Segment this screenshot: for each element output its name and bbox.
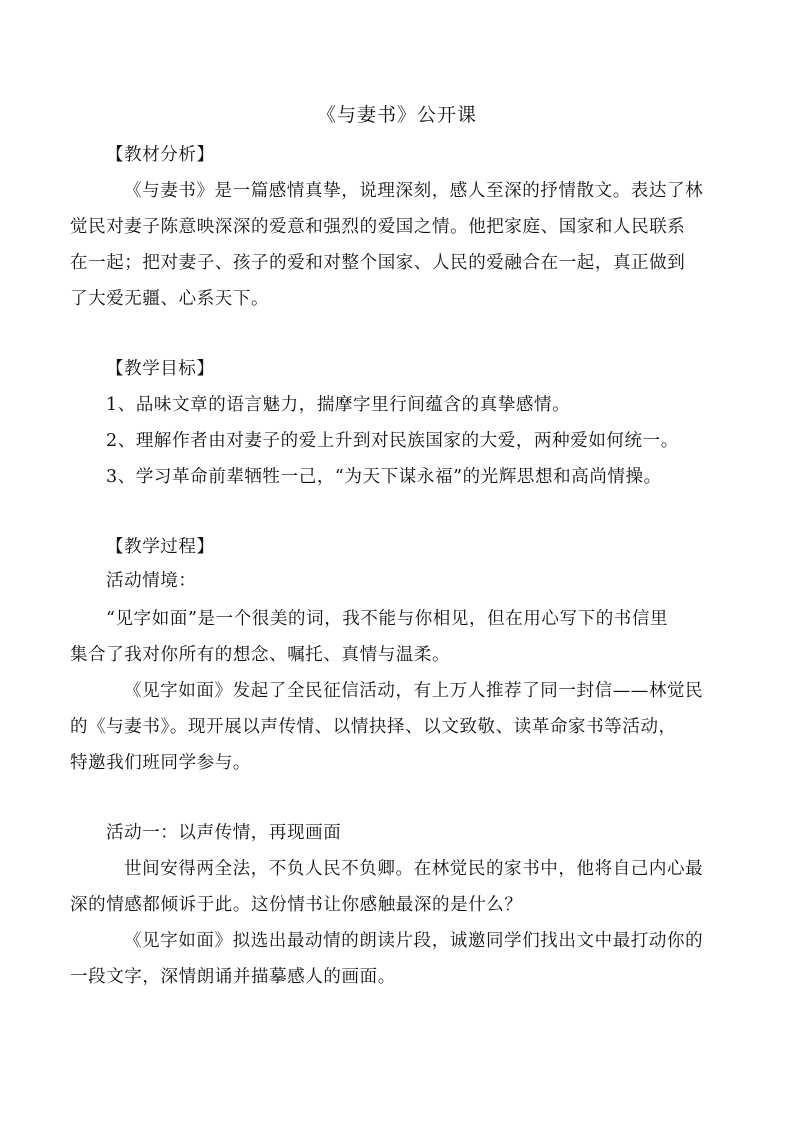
goal-item: 1、品味文章的语言魅力，揣摩字里行间蕴含的真挚感情。	[106, 395, 571, 415]
situation-line: 集合了我对你所有的想念、嘱托、真情与温柔。	[70, 645, 451, 665]
situation-label: 活动情境：	[106, 571, 197, 591]
analysis-line: 《与妻书》是一篇感情真挚，说理深刻，感人至深的抒情散文。表达了林	[124, 181, 704, 201]
situation-line: 特邀我们班同学参与。	[70, 753, 251, 773]
section-heading-process: 【教学过程】	[106, 537, 215, 557]
activity1-label: 活动一：以声传情，再现画面	[106, 823, 342, 843]
activity1-line: 世间安得两全法，不负人民不负卿。在林觉民的家书中，他将自己内心最	[124, 859, 704, 879]
goal-item: 3、学习革命前辈牺牲一己，“为天下谋永福”的光辉思想和高尚情操。	[106, 467, 662, 487]
analysis-line: 了大爱无疆、心系天下。	[70, 289, 270, 309]
section-heading-goals: 【教学目标】	[106, 359, 215, 379]
situation-line: 的《与妻书》。现开展以声传情、以情抉择、以文致敬、读革命家书等活动，	[70, 717, 677, 737]
page-title: 《与妻书》公开课	[316, 104, 477, 126]
goal-item: 2、理解作者由对妻子的爱上升到对民族国家的大爱，两种爱如何统一。	[106, 431, 679, 451]
situation-line: “见字如面”是一个很美的词，我不能与你相见，但在用心写下的书信里	[106, 609, 669, 629]
section-heading-analysis: 【教材分析】	[106, 145, 215, 165]
activity1-line: 深的情感都倾诉于此。这份情书让你感触最深的是什么？	[70, 895, 523, 915]
activity1-line: 一段文字，深情朗诵并描摹感人的画面。	[70, 967, 396, 987]
analysis-line: 在一起；把对妻子、孩子的爱和对整个国家、人民的爱融合在一起，真正做到	[70, 253, 686, 273]
analysis-line: 觉民对妻子陈意映深深的爱意和强烈的爱国之情。他把家庭、国家和人民联系	[70, 217, 686, 237]
situation-line: 《见字如面》发起了全民征信活动，有上万人推荐了同一封信——林觉民	[124, 681, 704, 701]
activity1-line: 《见字如面》拟选出最动情的朗读片段，诚邀同学们找出文中最打动你的	[124, 931, 704, 951]
